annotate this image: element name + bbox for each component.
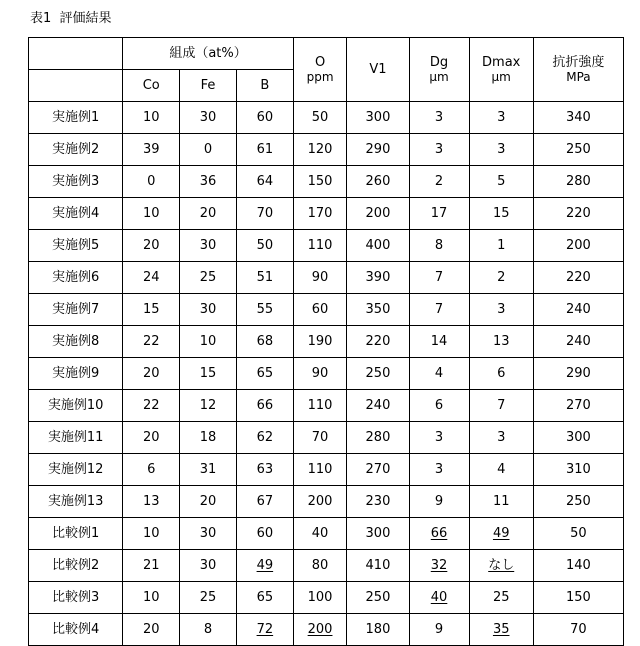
cell-o: 100 [293, 582, 347, 614]
cell-fe: 15 [180, 358, 237, 390]
cell-co: 6 [123, 454, 180, 486]
cell-fe: 8 [180, 614, 237, 646]
cell-fe: 20 [180, 486, 237, 518]
cell-v1: 300 [347, 102, 409, 134]
cell-fe: 30 [180, 550, 237, 582]
cell-dg: 14 [409, 326, 469, 358]
cell-co: 15 [123, 294, 180, 326]
cell-b: 70 [236, 198, 293, 230]
cell-fe: 18 [180, 422, 237, 454]
cell-value-underlined: 66 [430, 526, 448, 541]
cell-fe: 25 [180, 582, 237, 614]
cell-dmax [469, 518, 533, 550]
cell-b: 50 [236, 230, 293, 262]
header-dmax [469, 38, 533, 102]
row-label: 実施例6 [29, 262, 123, 294]
cell-dmax: 25 [469, 582, 533, 614]
cell-value-underlined: 32 [430, 558, 448, 573]
cell-v1: 230 [347, 486, 409, 518]
cell-b: 62 [236, 422, 293, 454]
cell-b [236, 550, 293, 582]
cell-fe: 0 [180, 134, 237, 166]
table-row [29, 262, 624, 294]
header-strength-label: 抗折強度 [552, 54, 605, 70]
cell-strength: 300 [533, 422, 623, 454]
cell-o: 80 [293, 550, 347, 582]
cell-co: 20 [123, 422, 180, 454]
header-strength-unit: MPa [566, 69, 591, 84]
cell-dg [409, 518, 469, 550]
cell-dmax: 3 [469, 102, 533, 134]
cell-strength: 140 [533, 550, 623, 582]
table-row [29, 614, 624, 646]
row-label: 実施例8 [29, 326, 123, 358]
cell-v1: 260 [347, 166, 409, 198]
cell-fe: 30 [180, 518, 237, 550]
cell-strength: 150 [533, 582, 623, 614]
cell-strength: 340 [533, 102, 623, 134]
cell-b: 68 [236, 326, 293, 358]
cell-dmax: 13 [469, 326, 533, 358]
cell-strength: 240 [533, 294, 623, 326]
cell-dg: 17 [409, 198, 469, 230]
table-row [29, 198, 624, 230]
cell-co: 0 [123, 166, 180, 198]
row-label: 実施例10 [29, 390, 123, 422]
table-header-top-row [29, 38, 624, 70]
cell-value-underlined: なし [488, 558, 515, 573]
table-row [29, 518, 624, 550]
cell-dg: 7 [409, 262, 469, 294]
row-label: 実施例11 [29, 422, 123, 454]
cell-strength: 200 [533, 230, 623, 262]
cell-co: 10 [123, 102, 180, 134]
cell-fe: 25 [180, 262, 237, 294]
table-row [29, 550, 624, 582]
table-row [29, 230, 624, 262]
cell-dmax: 3 [469, 134, 533, 166]
cell-v1: 300 [347, 518, 409, 550]
cell-co: 10 [123, 582, 180, 614]
cell-dg [409, 582, 469, 614]
cell-value-underlined: 49 [256, 558, 274, 573]
cell-dmax [469, 614, 533, 646]
cell-dg [409, 550, 469, 582]
cell-b [236, 614, 293, 646]
table-row [29, 102, 624, 134]
row-label: 比較例1 [29, 518, 123, 550]
cell-fe: 36 [180, 166, 237, 198]
cell-v1: 390 [347, 262, 409, 294]
cell-strength: 280 [533, 166, 623, 198]
cell-dg: 3 [409, 454, 469, 486]
cell-strength: 290 [533, 358, 623, 390]
cell-dmax: 3 [469, 294, 533, 326]
cell-strength: 250 [533, 134, 623, 166]
row-label: 実施例13 [29, 486, 123, 518]
cell-value-underlined: 35 [492, 622, 510, 637]
cell-o: 40 [293, 518, 347, 550]
table-row [29, 390, 624, 422]
cell-b: 65 [236, 358, 293, 390]
row-label: 実施例7 [29, 294, 123, 326]
cell-co: 39 [123, 134, 180, 166]
table-row [29, 134, 624, 166]
cell-value-underlined: 200 [307, 622, 333, 637]
evaluation-results-table [28, 37, 624, 646]
cell-o: 170 [293, 198, 347, 230]
cell-o: 110 [293, 390, 347, 422]
header-dmax-unit: μm [491, 69, 511, 84]
cell-co: 20 [123, 614, 180, 646]
cell-dmax [469, 550, 533, 582]
header-composition-group: 組成（at%） [123, 38, 293, 70]
row-label: 実施例4 [29, 198, 123, 230]
cell-co: 10 [123, 518, 180, 550]
cell-dg: 3 [409, 102, 469, 134]
cell-strength: 70 [533, 614, 623, 646]
cell-dmax: 5 [469, 166, 533, 198]
cell-dmax: 6 [469, 358, 533, 390]
header-corner-cell [29, 38, 123, 70]
cell-b: 67 [236, 486, 293, 518]
cell-o: 90 [293, 262, 347, 294]
cell-v1: 400 [347, 230, 409, 262]
cell-dmax: 4 [469, 454, 533, 486]
cell-co: 22 [123, 390, 180, 422]
cell-strength: 310 [533, 454, 623, 486]
cell-co: 20 [123, 358, 180, 390]
cell-b: 55 [236, 294, 293, 326]
cell-value-underlined: 40 [430, 590, 448, 605]
cell-v1: 270 [347, 454, 409, 486]
cell-o: 200 [293, 486, 347, 518]
header-dmax-label: Dmax [482, 54, 521, 70]
cell-fe: 30 [180, 230, 237, 262]
header-dg-label: Dg [429, 54, 449, 70]
header-co: Co [123, 70, 180, 102]
cell-v1: 410 [347, 550, 409, 582]
header-v1: V1 [347, 38, 409, 102]
cell-dg: 2 [409, 166, 469, 198]
cell-value-underlined: 72 [256, 622, 274, 637]
cell-co: 10 [123, 198, 180, 230]
cell-dg: 7 [409, 294, 469, 326]
header-fe: Fe [180, 70, 237, 102]
cell-dmax: 15 [469, 198, 533, 230]
cell-v1: 200 [347, 198, 409, 230]
cell-dg: 4 [409, 358, 469, 390]
cell-b: 65 [236, 582, 293, 614]
row-label: 実施例5 [29, 230, 123, 262]
cell-dg: 9 [409, 486, 469, 518]
header-strength [533, 38, 623, 102]
cell-fe: 30 [180, 294, 237, 326]
cell-fe: 20 [180, 198, 237, 230]
cell-v1: 250 [347, 582, 409, 614]
cell-b: 61 [236, 134, 293, 166]
header-o-label: O [314, 54, 326, 70]
cell-strength: 220 [533, 262, 623, 294]
cell-o: 90 [293, 358, 347, 390]
cell-v1: 350 [347, 294, 409, 326]
cell-co: 20 [123, 230, 180, 262]
table-row [29, 294, 624, 326]
table-row [29, 582, 624, 614]
row-label: 比較例4 [29, 614, 123, 646]
cell-dg: 9 [409, 614, 469, 646]
cell-b: 63 [236, 454, 293, 486]
header-dg-unit: μm [429, 69, 449, 84]
cell-o: 190 [293, 326, 347, 358]
table-row [29, 358, 624, 390]
header-corner-cell-2 [29, 70, 123, 102]
cell-o: 110 [293, 454, 347, 486]
cell-value-underlined: 49 [492, 526, 510, 541]
row-label: 比較例2 [29, 550, 123, 582]
cell-fe: 12 [180, 390, 237, 422]
header-o-unit: ppm [306, 69, 334, 84]
cell-dg: 8 [409, 230, 469, 262]
cell-v1: 250 [347, 358, 409, 390]
cell-dg: 3 [409, 422, 469, 454]
cell-b: 64 [236, 166, 293, 198]
cell-v1: 290 [347, 134, 409, 166]
cell-dg: 3 [409, 134, 469, 166]
header-dg [409, 38, 469, 102]
cell-co: 22 [123, 326, 180, 358]
cell-strength: 250 [533, 486, 623, 518]
cell-strength: 270 [533, 390, 623, 422]
header-b: B [236, 70, 293, 102]
cell-co: 24 [123, 262, 180, 294]
cell-o [293, 614, 347, 646]
table-row [29, 166, 624, 198]
cell-o: 110 [293, 230, 347, 262]
cell-b: 66 [236, 390, 293, 422]
cell-v1: 220 [347, 326, 409, 358]
cell-dmax: 1 [469, 230, 533, 262]
cell-fe: 31 [180, 454, 237, 486]
cell-o: 60 [293, 294, 347, 326]
cell-o: 70 [293, 422, 347, 454]
cell-dmax: 7 [469, 390, 533, 422]
table-row [29, 422, 624, 454]
cell-b: 51 [236, 262, 293, 294]
cell-co: 21 [123, 550, 180, 582]
cell-o: 50 [293, 102, 347, 134]
table-caption: 表1 評価結果 [30, 11, 112, 26]
cell-v1: 280 [347, 422, 409, 454]
cell-dmax: 3 [469, 422, 533, 454]
row-label: 実施例9 [29, 358, 123, 390]
cell-dg: 6 [409, 390, 469, 422]
row-label: 比較例3 [29, 582, 123, 614]
cell-fe: 30 [180, 102, 237, 134]
cell-o: 120 [293, 134, 347, 166]
row-label: 実施例3 [29, 166, 123, 198]
row-label: 実施例12 [29, 454, 123, 486]
cell-b: 60 [236, 102, 293, 134]
cell-fe: 10 [180, 326, 237, 358]
cell-strength: 50 [533, 518, 623, 550]
cell-strength: 220 [533, 198, 623, 230]
table-row [29, 454, 624, 486]
cell-dmax: 2 [469, 262, 533, 294]
row-label: 実施例1 [29, 102, 123, 134]
cell-co: 13 [123, 486, 180, 518]
header-o [293, 38, 347, 102]
table-row [29, 326, 624, 358]
cell-v1: 240 [347, 390, 409, 422]
cell-b: 60 [236, 518, 293, 550]
cell-o: 150 [293, 166, 347, 198]
table-row [29, 486, 624, 518]
cell-strength: 240 [533, 326, 623, 358]
cell-v1: 180 [347, 614, 409, 646]
cell-dmax: 11 [469, 486, 533, 518]
row-label: 実施例2 [29, 134, 123, 166]
